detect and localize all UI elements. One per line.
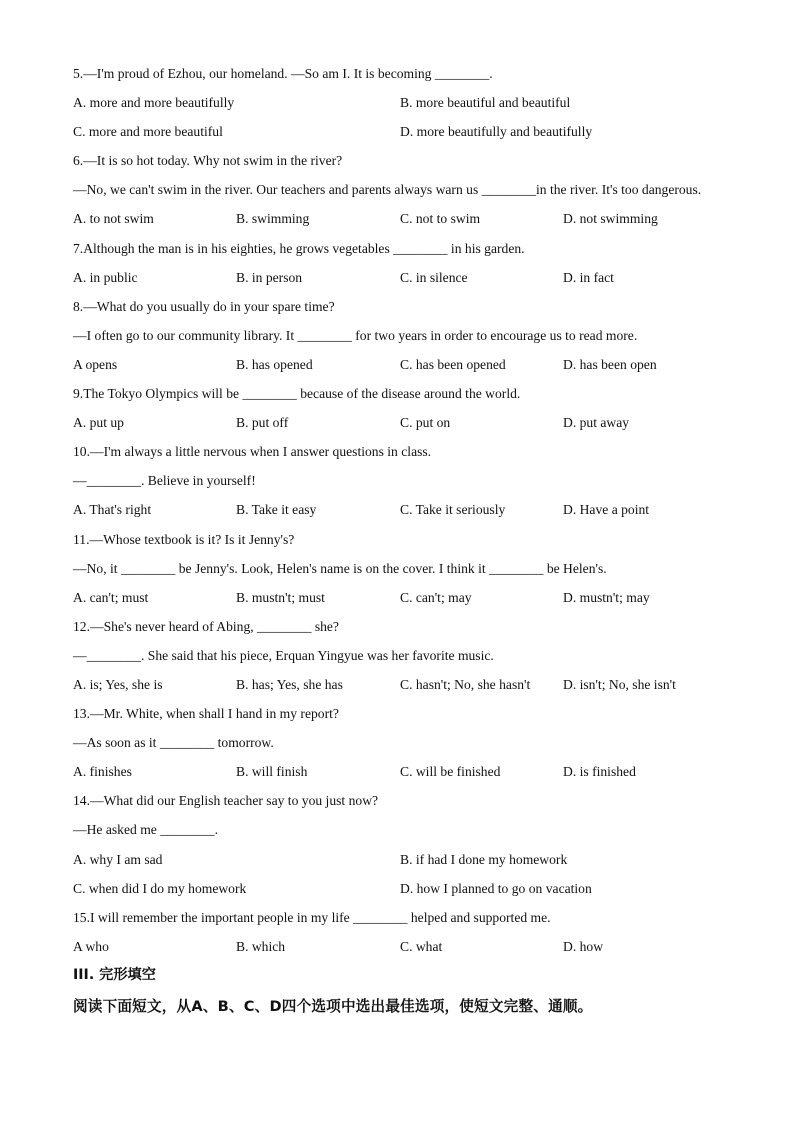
answer-option: C. in silence <box>400 269 468 285</box>
answer-option: B. swimming <box>236 211 310 227</box>
answer-option: A. finishes <box>73 764 132 780</box>
answer-option: D. how <box>563 938 604 954</box>
answer-option: D. mustn't; may <box>563 589 650 605</box>
question-stem: 7.Although the man is in his eighties, he grows vegetables ________ in his garden. <box>73 240 525 256</box>
answer-option: D. has been open <box>563 356 657 372</box>
answer-option: B. in person <box>236 269 303 285</box>
answer-option: C. not to swim <box>400 211 481 227</box>
question-stem: 11.—Whose textbook is it? Is it Jenny's? <box>73 531 295 547</box>
option-row <box>73 88 733 117</box>
answer-option: A opens <box>73 356 118 372</box>
question-stem: 12.—She's never heard of Abing, ________ she? <box>73 618 339 634</box>
option-row <box>73 845 733 874</box>
answer-option: D. put away <box>563 415 630 431</box>
question-dialogue-line: —________. Believe in yourself! <box>73 473 256 489</box>
option-row <box>73 495 733 524</box>
question-dialogue-line: —I often go to our community library. It ________ for two years in order to encourage us to read more. <box>73 327 638 343</box>
question-block <box>73 903 733 961</box>
option-row <box>73 263 733 292</box>
question-block <box>73 612 733 699</box>
answer-option: D. isn't; No, she isn't <box>563 676 676 692</box>
answer-option: B. mustn't; must <box>236 589 325 605</box>
option-row <box>73 204 733 233</box>
answer-option: B. Take it easy <box>236 502 317 518</box>
question-block <box>73 379 733 437</box>
question-stem: 13.—Mr. White, when shall I hand in my report? <box>73 706 339 722</box>
question-dialogue-line: —________. She said that his piece, Erquan Yingyue was her favorite music. <box>73 647 494 663</box>
question-stem: 9.The Tokyo Olympics will be ________ because of the disease around the world. <box>73 386 521 402</box>
answer-option: B. put off <box>236 415 289 431</box>
question-stem: 8.—What do you usually do in your spare time? <box>73 298 335 314</box>
question-block <box>73 59 733 146</box>
answer-option: D. not swimming <box>563 211 658 227</box>
exam-page <box>73 59 733 1024</box>
answer-option: C. has been opened <box>400 356 506 372</box>
question-block <box>73 292 733 379</box>
option-row <box>73 583 733 612</box>
question-dialogue-line: —As soon as it ________ tomorrow. <box>73 735 274 751</box>
option-row <box>73 932 733 961</box>
answer-option: D. how I planned to go on vacation <box>400 880 592 896</box>
answer-option: C. more and more beautiful <box>73 124 223 140</box>
answer-option: B. more beautiful and beautiful <box>400 95 571 111</box>
answer-option: B. if had I done my homework <box>400 851 568 867</box>
answer-option: B. has opened <box>236 356 313 372</box>
answer-option: A. can't; must <box>73 589 149 605</box>
answer-option: B. has; Yes, she has <box>236 676 343 692</box>
answer-option: A. That's right <box>73 502 152 518</box>
answer-option: A. to not swim <box>73 211 154 227</box>
answer-option: C. hasn't; No, she hasn't <box>400 676 531 692</box>
option-row <box>73 350 733 379</box>
answer-option: B. which <box>236 938 286 954</box>
answer-option: C. Take it seriously <box>400 502 506 518</box>
answer-option: D. more beautifully and beautifully <box>400 124 593 140</box>
question-stem: 15.I will remember the important people in my life ________ helped and supported me. <box>73 909 551 925</box>
answer-option: C. when did I do my homework <box>73 880 247 896</box>
question-block <box>73 234 733 292</box>
question-dialogue-line: —No, it ________ be Jenny's. Look, Helen's name is on the cover. I think it ________ be Helen's. <box>73 560 607 576</box>
question-dialogue-line: —He asked me ________. <box>73 822 218 838</box>
question-stem: 5.—I'm proud of Ezhou, our homeland. —So am I. It is becoming ________. <box>73 66 493 81</box>
option-row <box>73 117 733 146</box>
question-dialogue-line: —No, we can't swim in the river. Our teachers and parents always warn us ________in the river. It's too dangerous. <box>73 182 702 198</box>
question-stem: 10.—I'm always a little nervous when I answer questions in class. <box>73 444 432 460</box>
option-row <box>73 757 733 786</box>
answer-option: C. will be finished <box>400 764 501 780</box>
question-block <box>73 437 733 524</box>
answer-option: C. can't; may <box>400 589 472 605</box>
answer-option: A. more and more beautifully <box>73 95 235 111</box>
answer-option: B. will finish <box>236 764 308 780</box>
option-row <box>73 408 733 437</box>
answer-option: A. is; Yes, she is <box>73 676 163 692</box>
answer-option: C. what <box>400 938 443 954</box>
question-stem: 6.—It is so hot today. Why not swim in the river? <box>73 153 343 169</box>
question-stem: 14.—What did our English teacher say to you just now? <box>73 793 379 809</box>
answer-option: A. put up <box>73 415 124 431</box>
question-block <box>73 699 733 786</box>
answer-option: C. put on <box>400 415 451 431</box>
answer-option: D. Have a point <box>563 502 650 518</box>
question-block <box>73 146 733 233</box>
section-title: III. 完形填空 <box>73 966 156 983</box>
option-row <box>73 874 733 903</box>
question-block <box>73 525 733 612</box>
answer-option: D. in fact <box>563 269 614 285</box>
answer-option: A. in public <box>73 269 138 285</box>
section-instruction: 阅读下面短文，从A、B、C、D四个选项中选出最佳选项，使短文完整、通顺。 <box>73 998 593 1015</box>
question-block <box>73 786 733 902</box>
answer-option: A who <box>73 938 109 954</box>
option-row <box>73 670 733 699</box>
answer-option: A. why I am sad <box>73 851 163 867</box>
answer-option: D. is finished <box>563 764 636 780</box>
